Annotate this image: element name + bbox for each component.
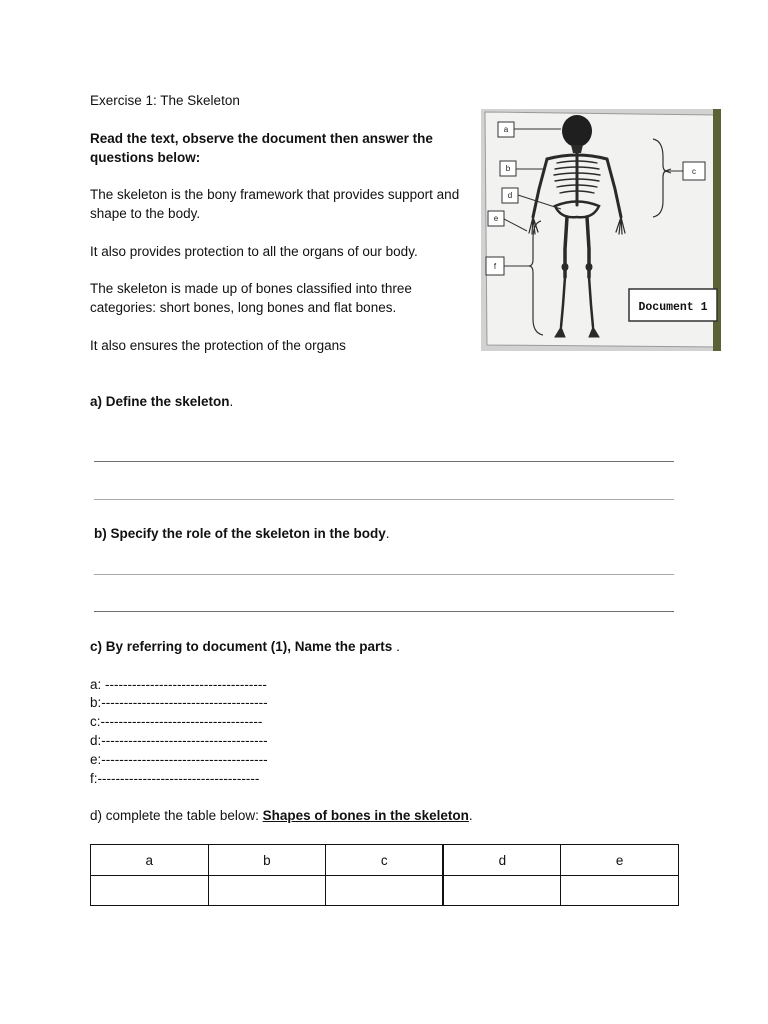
- table-header-row: [91, 845, 679, 876]
- paragraph-3-line-1: The skeleton is made up of bones classified into three: [90, 281, 412, 296]
- bone-shapes-table: [90, 844, 679, 906]
- question-a-label: a) Define the skeleton: [90, 394, 230, 409]
- instruction-line-2: questions below:: [90, 150, 201, 165]
- question-d-table-title: Shapes of bones in the skeleton: [262, 808, 469, 823]
- parts-list-item[interactable]: f:------------------------------------: [90, 771, 260, 786]
- answer-line[interactable]: [94, 461, 674, 462]
- table-header-cell: a: [91, 845, 209, 876]
- table-header-cell: d: [443, 845, 561, 876]
- part-label-a: a: [503, 125, 509, 134]
- paragraph-1-line-1: The skeleton is the bony framework that provides support and: [90, 187, 460, 202]
- part-label-e: e: [493, 214, 499, 223]
- paragraph-1-line-2: shape to the body.: [90, 206, 201, 221]
- question-b-tail: .: [385, 526, 390, 541]
- document-caption: Document 1: [638, 301, 708, 314]
- parts-list-item[interactable]: b:-------------------------------------: [90, 695, 268, 710]
- instruction-line-1: Read the text, observe the document then answer the: [90, 131, 433, 146]
- parts-list-item[interactable]: d:-------------------------------------: [90, 733, 268, 748]
- parts-list-item[interactable]: e:-------------------------------------: [90, 752, 268, 767]
- part-label-f: f: [493, 262, 497, 271]
- part-label-b: b: [505, 164, 511, 173]
- answer-line[interactable]: [94, 611, 674, 612]
- question-d-prefix: d) complete the table below:: [90, 808, 263, 823]
- skeleton-document-figure: [481, 109, 721, 351]
- question-b-label: b) Specify the role of the skeleton in the body: [94, 526, 386, 541]
- table-header-cell: e: [561, 845, 679, 876]
- part-label-d: d: [507, 191, 513, 200]
- part-label-c: c: [692, 167, 696, 176]
- answer-line[interactable]: [94, 574, 674, 575]
- paragraph-2-line-1: It also provides protection to all the organs of our body.: [90, 244, 418, 259]
- table-answer-cell[interactable]: [91, 876, 209, 906]
- question-d-tail: .: [468, 808, 473, 823]
- question-c-label: c) By referring to document (1), Name the parts: [90, 639, 393, 654]
- paragraph-3-line-2: categories: short bones, long bones and flat bones.: [90, 300, 397, 315]
- table-answer-cell[interactable]: [208, 876, 326, 906]
- table-answer-cell[interactable]: [326, 876, 444, 906]
- table-answer-cell[interactable]: [561, 876, 679, 906]
- exercise-title: Exercise 1: The Skeleton: [90, 93, 240, 108]
- table-answer-cell[interactable]: [443, 876, 561, 906]
- parts-list-item[interactable]: c:------------------------------------: [90, 714, 263, 729]
- answer-line[interactable]: [94, 499, 674, 500]
- parts-list-item[interactable]: a: ------------------------------------: [90, 677, 267, 692]
- paragraph-4-line-1: It also ensures the protection of the organs: [90, 338, 346, 353]
- question-b: [94, 524, 390, 543]
- table-header-cell: c: [326, 845, 444, 876]
- question-a-tail: .: [229, 394, 234, 409]
- question-a: [90, 392, 233, 411]
- question-d: [90, 806, 473, 825]
- table-answer-row: [91, 876, 679, 906]
- question-c-tail: .: [392, 639, 400, 654]
- table-header-cell: b: [208, 845, 326, 876]
- question-c: [90, 637, 400, 656]
